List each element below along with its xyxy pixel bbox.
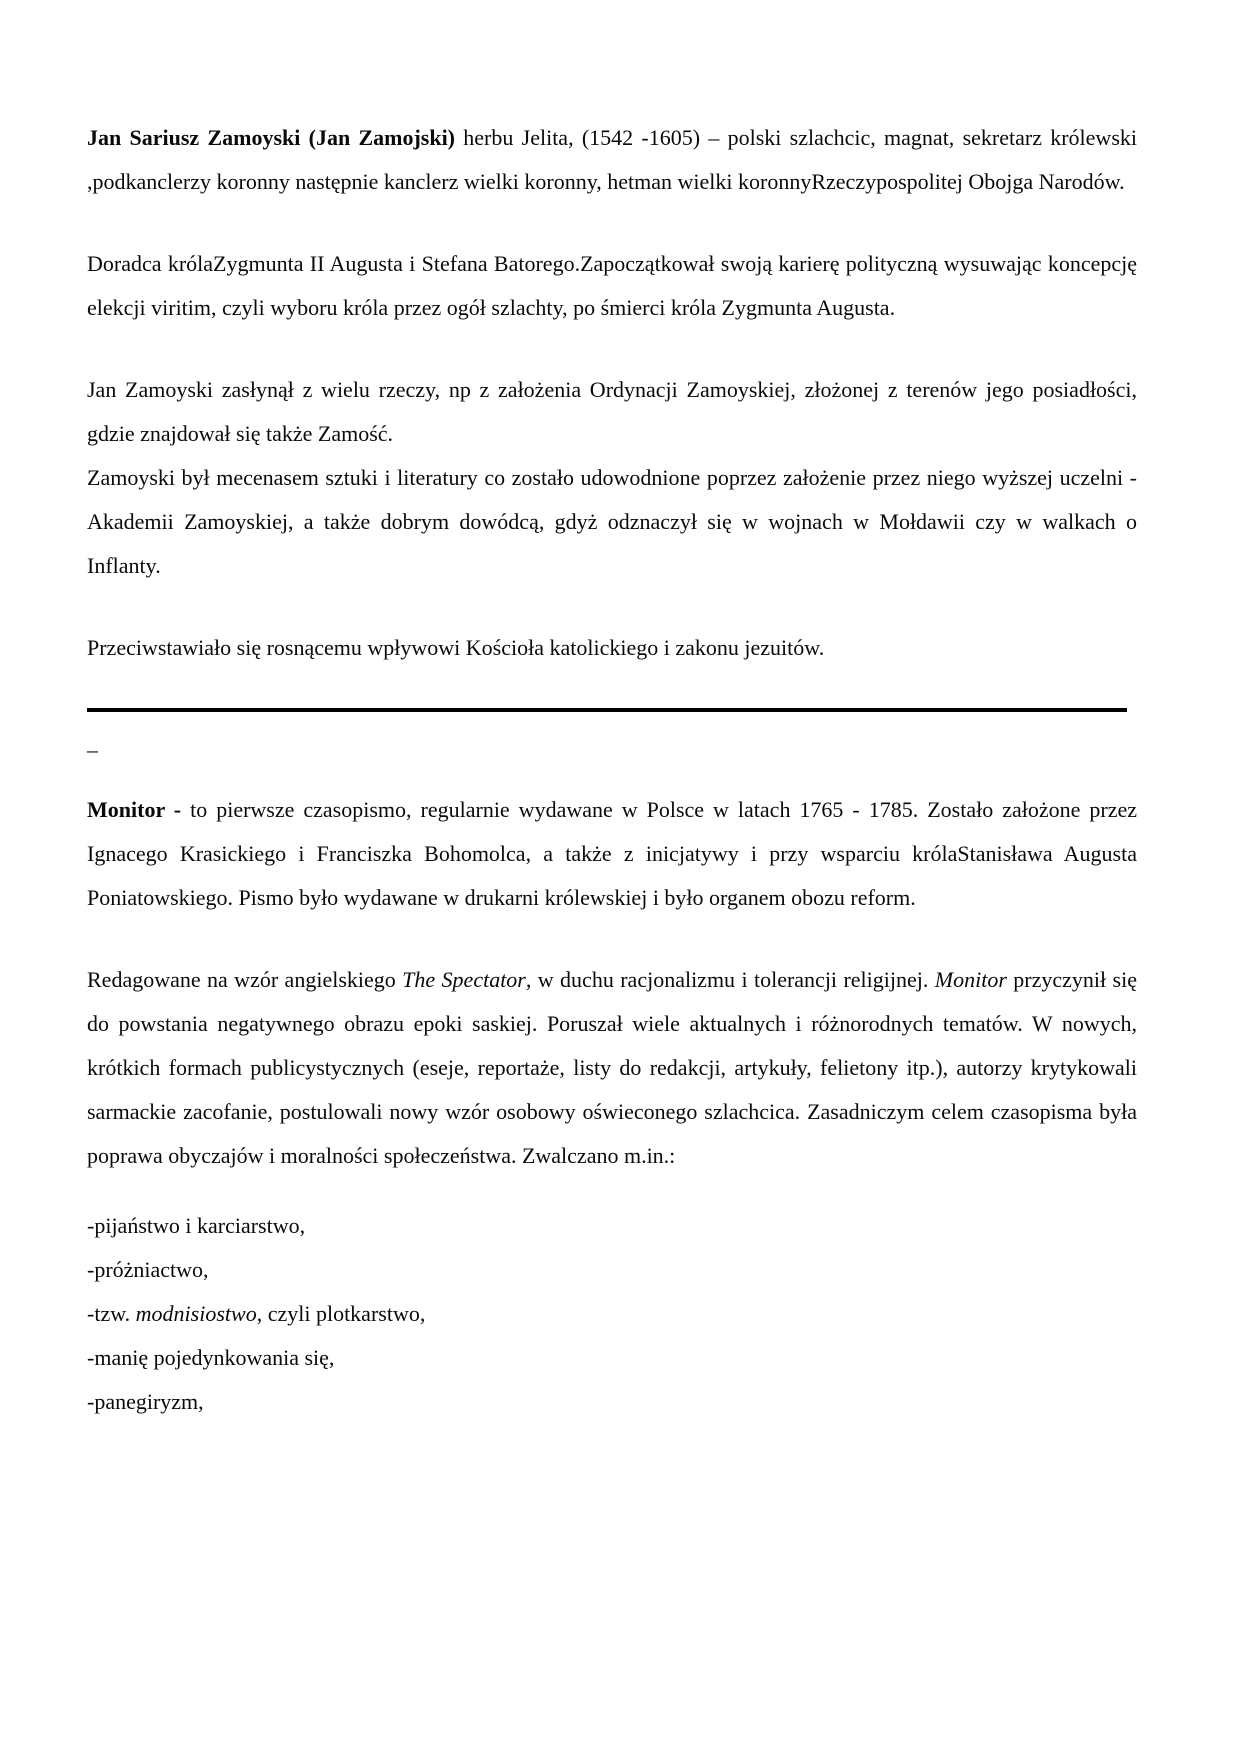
zamoyski-intro-text: herbu Jelita, (1542 -1605) – polski szlachcic, magnat, sekretarz królewski ,podkanclerzy koronny następnie kanclerz wielki koronny, hetman wielki koronnyRzeczypospolitej Obojga Narodów. bbox=[87, 125, 1137, 194]
list-item-prozniactwo bbox=[87, 1248, 1137, 1292]
monitor-details-run2: , w duchu racjonalizmu i tolerancji religijnej. bbox=[525, 967, 935, 992]
list-item-text: , czyli plotkarstwo, bbox=[256, 1301, 426, 1326]
spectator-italic: The Spectator bbox=[402, 967, 526, 992]
zamoyski-achievements-line1: Jan Zamoyski zasłynął z wielu rzeczy, np z założenia Ordynacji Zamoyskiej, złożonej z terenów jego posiadłości, gdzie znajdował się także Zamość. bbox=[87, 377, 1137, 446]
list-item-modnisiostwo bbox=[87, 1292, 1137, 1336]
list-item-text: -manię pojedynkowania się, bbox=[87, 1345, 335, 1370]
zamoyski-opposition-text: Przeciwstawiało się rosnącemu wpływowi Kościoła katolickiego i zakonu jezuitów. bbox=[87, 635, 825, 660]
list-item-panegiryzm bbox=[87, 1380, 1137, 1424]
paragraph-monitor-intro bbox=[87, 788, 1137, 920]
zamoyski-achievements-line2: Zamoyski był mecenasem sztuki i literatury co zostało udowodnione poprzez założenie przez niego wyższej uczelni - Akademii Zamoyskiej, a także dobrym dowódcą, gdyż odznaczył się w wojnach w Mołdawii czy w walkach o Inflanty. bbox=[87, 465, 1137, 578]
list-item-pijanstwo bbox=[87, 1204, 1137, 1248]
monitor-title-bold: Monitor - bbox=[87, 797, 182, 822]
separator-dash bbox=[87, 728, 1137, 772]
monitor-details-run3: przyczynił się do powstania negatywnego obrazu epoki saskiej. Poruszał wiele aktualnych i różnorodnych tematów. W nowych, krótkich formach publicystycznych (eseje, reportaże, listy do redakcji, artykuły, felietony itp.), autorzy krytykowali sarmackie zacofanie, postulowali nowy wzór osobowy oświeconego szlachcica. Zasadniczym celem czasopisma była poprawa obyczajów i moralności społeczeństwa. Zwalczano m.in.: bbox=[87, 967, 1137, 1168]
list-item-text: -panegiryzm, bbox=[87, 1389, 204, 1414]
list-item-text: -próżniactwo, bbox=[87, 1257, 209, 1282]
modnisiostwo-italic: modnisiostwo bbox=[135, 1301, 257, 1326]
paragraph-monitor-details bbox=[87, 958, 1137, 1178]
zamoyski-name-bold: Jan Sariusz Zamoyski (Jan Zamojski) bbox=[87, 125, 456, 150]
monitor-italic: Monitor bbox=[934, 967, 1007, 992]
monitor-details-run1: Redagowane na wzór angielskiego bbox=[87, 967, 403, 992]
paragraph-zamoyski-achievements bbox=[87, 368, 1137, 588]
zamoyski-advisor-text: Doradca królaZygmunta II Augusta i Stefana Batorego.Zapoczątkował swoją karierę polityczną wysuwając koncepcję elekcji viritim, czyli wyboru króla przez ogół szlachty, po śmierci króla Zygmunta Augusta. bbox=[87, 251, 1137, 320]
list-item-text: -tzw. bbox=[87, 1301, 136, 1326]
horizontal-divider bbox=[87, 708, 1127, 712]
paragraph-zamoyski-opposition bbox=[87, 626, 1137, 670]
separator-dash-text: – bbox=[87, 737, 98, 762]
monitor-intro-text: to pierwsze czasopismo, regularnie wydawane w Polsce w latach 1765 - 1785. Zostało założone przez Ignacego Krasickiego i Franciszka Bohomolca, a także z inicjatywy i przy wsparciu królaStanisława Augusta Poniatowskiego. Pismo było wydawane w drukarni królewskiej i było organem obozu reform. bbox=[87, 797, 1137, 910]
paragraph-zamoyski-intro bbox=[87, 116, 1137, 204]
list-item-text: -pijaństwo i karciarstwo, bbox=[87, 1213, 306, 1238]
list-item-mania-pojedynkowania bbox=[87, 1336, 1137, 1380]
criticized-list bbox=[87, 1204, 1137, 1424]
paragraph-zamoyski-advisor bbox=[87, 242, 1137, 330]
